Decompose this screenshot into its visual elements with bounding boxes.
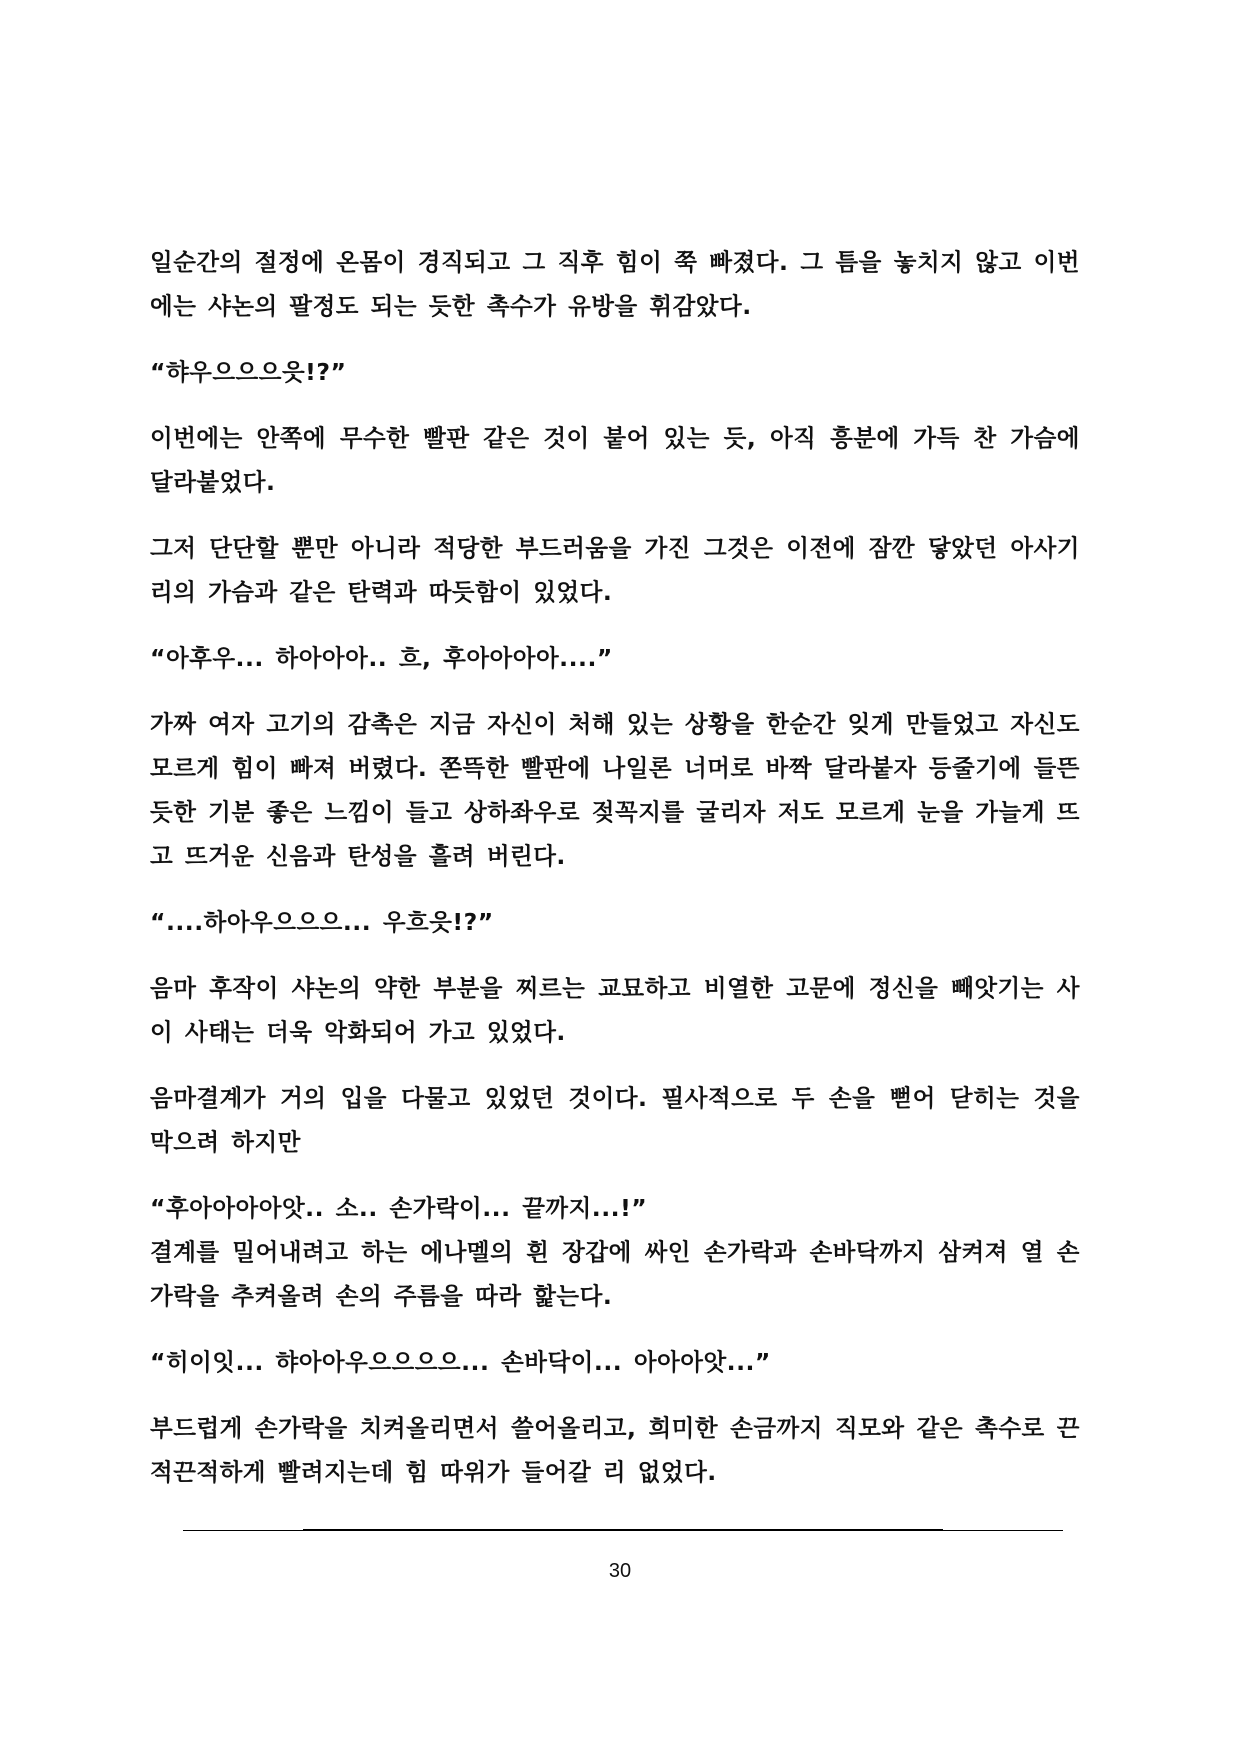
dialogue-line: “아후우... 하아아아.. 흐, 후아아아아....” — [150, 644, 613, 672]
paragraph: 결계를 밀어내려고 하는 에나멜의 흰 장갑에 싸인 손가락과 손바닥까지 삼켜져 열 손가락을 추켜올려 손의 주름을 따라 핥는다. — [150, 1238, 1080, 1310]
paragraph: 이번에는 안쪽에 무수한 빨판 같은 것이 붙어 있는 듯, 아직 흥분에 가득 찬 가슴에 달라붙었다. — [150, 424, 1080, 496]
paragraph: 음마결계가 거의 입을 다물고 있었던 것이다. 필사적으로 두 손을 뻗어 닫히는 것을 막으려 하지만 — [150, 1084, 1080, 1156]
body-text — [150, 240, 1080, 1516]
paragraph: 음마 후작이 샤논의 약한 부분을 찌르는 교묘하고 비열한 고문에 정신을 빼앗기는 사이 사태는 더욱 악화되어 가고 있었다. — [150, 974, 1080, 1046]
paragraph: 일순간의 절정에 온몸이 경직되고 그 직후 힘이 쭉 빠졌다. 그 틈을 놓치지 않고 이번에는 샤논의 팔정도 되는 듯한 촉수가 유방을 휘감았다. — [150, 248, 1080, 320]
paragraph: 그저 단단할 뿐만 아니라 적당한 부드러움을 가진 그것은 이전에 잠깐 닿았던 아사기리의 가슴과 같은 탄력과 따듯함이 있었다. — [150, 534, 1080, 606]
dialogue-line: “히이잇... 햐아아우으으으으... 손바닥이... 아아아앗...” — [150, 1348, 771, 1376]
paragraph: 부드럽게 손가락을 치켜올리면서 쓸어올리고, 희미한 손금까지 직모와 같은 촉수로 끈적끈적하게 빨려지는데 힘 따위가 들어갈 리 없었다. — [150, 1414, 1080, 1486]
footer-rule-accent — [303, 1529, 943, 1531]
dialogue-line: “....하아우으으으... 우흐읏!?” — [150, 908, 494, 936]
dialogue-line: “햐우으으으읏!?” — [150, 358, 347, 386]
dialogue-line: “후아아아아앗.. 소.. 손가락이... 끝까지...!” — [150, 1194, 648, 1222]
page-number: 30 — [608, 1560, 632, 1582]
paragraph: 가짜 여자 고기의 감촉은 지금 자신이 처해 있는 상황을 한순간 잊게 만들었고 자신도 모르게 힘이 빠져 버렸다. 쫀뜩한 빨판에 나일론 너머로 바짝 달라붙자 등줄기에 들뜬 듯한 기분 좋은 느낌이 들고 상하좌우로 젖꼭지를 굴리자 저도 모르게 눈을 가늘게 뜨고 뜨거운 신음과 탄성을 흘려 버린다. — [150, 710, 1080, 870]
